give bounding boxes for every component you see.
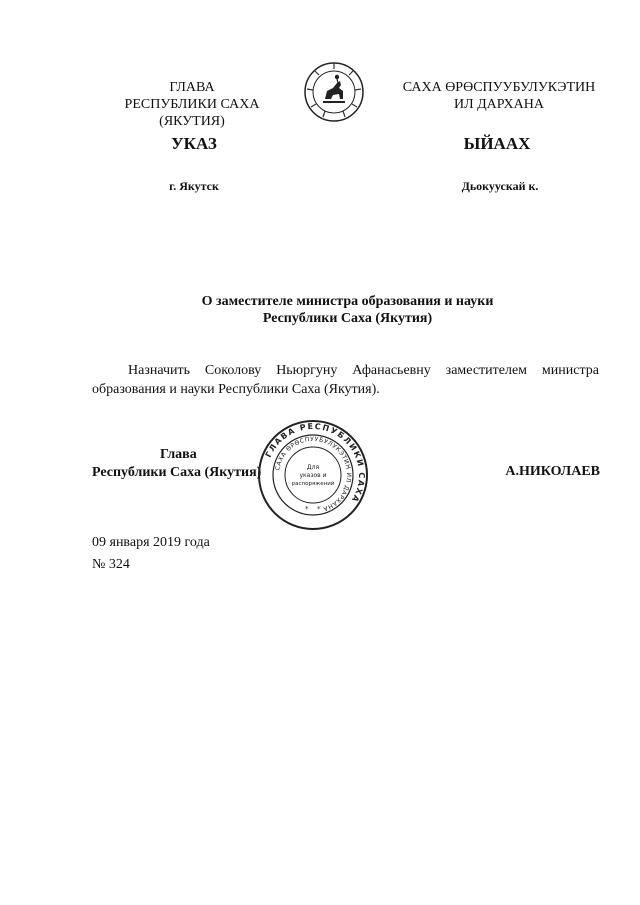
seal-center-line1: Для: [306, 464, 320, 471]
seal-outer-text: ГЛАВА РЕСПУБЛИКИ САХА: [263, 421, 367, 505]
header-left-line2: РЕСПУБЛИКИ САХА (ЯКУТИЯ): [124, 97, 260, 129]
coat-of-arms-emblem: [303, 61, 365, 123]
header-right-line1: САХА ӨРӨСПУУБУЛУКЭТИН: [402, 80, 596, 95]
seal-center-line3: распоряжений: [291, 481, 335, 487]
city-left: г. Якутск: [169, 179, 219, 193]
svg-text:*: *: [317, 505, 321, 513]
city-right: Дьокуускай к.: [461, 179, 539, 193]
header-right: [395, 79, 603, 113]
decree-title-line2: Республики Саха (Якутия): [262, 311, 433, 326]
decree-title: [92, 293, 603, 327]
seal-center-line2: указов и: [299, 472, 327, 479]
decree-date: 09 января 2019 года: [92, 535, 210, 550]
signatory-name: А.НИКОЛАЕВ: [505, 464, 600, 479]
signatory-title-line1: Глава: [160, 447, 197, 462]
decree-title-line1: О заместителе министра образования и науки: [201, 294, 494, 309]
header-right-line2: ИЛ ДАРХАНА: [453, 97, 544, 112]
signatory-title: [92, 446, 282, 482]
decree-number: № 324: [92, 557, 130, 572]
doc-type-right: ЫЙААХ: [463, 134, 531, 153]
svg-text:*: *: [305, 505, 309, 513]
signatory-title-line2: Республики Саха (Якутия): [92, 465, 262, 480]
official-seal-stamp: [257, 419, 369, 531]
decree-body: Назначить Соколову Ньюргуну Афанасьевну заместителем министра образования и науки Республики Саха (Якутия).: [92, 363, 599, 397]
seal-inner-text: САХА ӨРӨСПУУБУЛУКЭТИН ИЛ ДАРХАНА: [274, 435, 353, 513]
header-left-line1: ГЛАВА: [169, 80, 215, 95]
header-left: [92, 79, 292, 130]
doc-type-left: УКАЗ: [171, 134, 217, 153]
